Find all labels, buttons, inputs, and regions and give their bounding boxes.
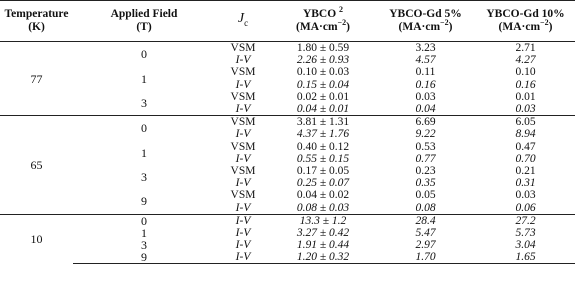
table-row bbox=[0, 91, 575, 103]
table-row bbox=[0, 189, 575, 201]
header-gd5 bbox=[375, 1, 476, 42]
gd10-value-cell: 4.27 bbox=[515, 54, 536, 67]
temperature-cell: 65 bbox=[0, 116, 73, 215]
method-cell: I-V bbox=[235, 152, 251, 165]
gd5-value-cell: 4.57 bbox=[415, 54, 436, 67]
table-row bbox=[0, 66, 575, 78]
method-cell: I-V bbox=[235, 128, 251, 141]
header-ybco-footnote: 2 bbox=[339, 5, 344, 15]
header-gd10-label: YBCO-Gd 10% bbox=[486, 8, 565, 20]
gd5-value-cell: 5.47 bbox=[415, 226, 436, 239]
table-row bbox=[0, 239, 575, 251]
table-row bbox=[0, 165, 575, 177]
ybco-value-cell: 3.81 ± 1.31 bbox=[271, 116, 375, 129]
gd5-value-cell: 0.35 bbox=[415, 177, 436, 190]
temperature-cell: 77 bbox=[0, 42, 73, 116]
method-cell: I-V bbox=[235, 103, 251, 116]
applied-field-cell: 0 bbox=[73, 42, 215, 67]
gd10-value-cell: 3.04 bbox=[515, 239, 536, 252]
header-temperature-label: Temperature bbox=[4, 8, 69, 20]
ybco-value-cell: 1.20 ± 0.32 bbox=[271, 251, 375, 264]
jc-subscript: c bbox=[244, 17, 249, 28]
ybco-value-cell: 0.17 ± 0.05 bbox=[296, 164, 350, 177]
jc-letter: J bbox=[237, 11, 245, 27]
method-cell: VSM bbox=[230, 164, 256, 177]
header-gd10 bbox=[476, 1, 575, 42]
header-jc bbox=[215, 1, 271, 42]
method-cell: I-V bbox=[235, 201, 251, 214]
gd10-value-cell: 0.03 bbox=[515, 103, 536, 116]
unit-close: ) bbox=[448, 21, 453, 33]
unit-exponent: −2 bbox=[337, 18, 347, 28]
header-ybco-label: YBCO bbox=[302, 8, 337, 20]
gd10-value-cell: 0.16 bbox=[515, 78, 536, 91]
gd10-value-cell: 2.71 bbox=[476, 42, 575, 55]
jc-symbol bbox=[238, 11, 248, 26]
gd10-value-cell: 0.03 bbox=[515, 189, 536, 202]
applied-field-cell: 3 bbox=[141, 95, 147, 110]
method-cell: VSM bbox=[230, 90, 256, 103]
table-body bbox=[0, 42, 575, 264]
applied-field-cell: 9 bbox=[141, 194, 147, 209]
gd10-value-cell: 0.01 bbox=[515, 90, 536, 103]
method-cell: I-V bbox=[215, 214, 271, 227]
gd10-value-cell: 8.94 bbox=[515, 128, 536, 141]
ybco-value-cell: 0.08 ± 0.03 bbox=[296, 201, 350, 214]
applied-field-cell: 0 bbox=[73, 214, 215, 227]
table-row bbox=[0, 116, 575, 129]
ybco-value-cell: 2.26 ± 0.93 bbox=[296, 54, 350, 67]
table-row bbox=[0, 227, 575, 239]
applied-field-cell: 3 bbox=[141, 238, 147, 253]
unit-base: (MA·cm bbox=[498, 21, 541, 33]
gd5-value-cell: 0.08 bbox=[415, 201, 436, 214]
gd5-value-cell: 0.04 bbox=[415, 103, 436, 116]
ybco-value-cell: 4.37 ± 1.76 bbox=[296, 128, 350, 141]
gd10-value-cell: 0.47 bbox=[515, 140, 536, 153]
gd5-value-cell: 1.70 bbox=[375, 251, 476, 264]
gd5-value-cell: 28.4 bbox=[375, 214, 476, 227]
table-row bbox=[0, 141, 575, 153]
method-cell: VSM bbox=[230, 66, 256, 79]
method-cell: VSM bbox=[230, 189, 256, 202]
gd5-value-cell: 6.69 bbox=[375, 116, 476, 129]
header-field-unit: (T) bbox=[136, 21, 152, 33]
header-row bbox=[0, 1, 575, 42]
unit-exponent: −2 bbox=[540, 18, 549, 28]
method-cell: VSM bbox=[215, 116, 271, 129]
table-row bbox=[0, 251, 575, 264]
gd5-value-cell: 2.97 bbox=[415, 239, 436, 252]
gd5-value-cell: 9.22 bbox=[415, 128, 436, 141]
ybco-value-cell: 0.40 ± 0.12 bbox=[296, 140, 350, 153]
applied-field-cell: 1 bbox=[141, 145, 147, 160]
header-applied-field bbox=[73, 1, 215, 42]
gd5-value-cell: 0.23 bbox=[415, 164, 436, 177]
gd10-value-cell: 0.21 bbox=[515, 164, 536, 177]
gd10-value-cell: 5.73 bbox=[515, 226, 536, 239]
gd5-value-cell: 0.03 bbox=[415, 90, 436, 103]
ybco-value-cell: 0.15 ± 0.04 bbox=[296, 78, 350, 91]
ybco-value-cell: 0.02 ± 0.01 bbox=[296, 90, 350, 103]
gd10-value-cell: 6.05 bbox=[476, 116, 575, 129]
ybco-value-cell: 0.25 ± 0.07 bbox=[296, 177, 350, 190]
header-field-label: Applied Field bbox=[110, 8, 178, 20]
method-cell: VSM bbox=[230, 140, 256, 153]
gd5-value-cell: 0.05 bbox=[415, 189, 436, 202]
gd10-value-cell: 27.2 bbox=[476, 214, 575, 227]
method-cell: I-V bbox=[215, 251, 271, 264]
unit-base: (MA·cm bbox=[398, 21, 441, 33]
gd10-value-cell: 0.31 bbox=[515, 177, 536, 190]
method-cell: I-V bbox=[235, 177, 251, 190]
ybco-value-cell: 0.10 ± 0.03 bbox=[296, 66, 350, 79]
ybco-value-cell: 0.04 ± 0.02 bbox=[296, 189, 350, 202]
unit-close: ) bbox=[346, 21, 350, 33]
ybco-value-cell: 0.55 ± 0.15 bbox=[296, 152, 350, 165]
gd10-value-cell: 0.70 bbox=[515, 152, 536, 165]
gd5-value-cell: 0.53 bbox=[415, 140, 436, 153]
method-cell: VSM bbox=[215, 42, 271, 55]
unit-exponent: −2 bbox=[440, 18, 449, 28]
applied-field-cell: 3 bbox=[141, 170, 147, 185]
gd5-value-cell: 0.11 bbox=[415, 66, 436, 79]
method-cell: I-V bbox=[235, 78, 251, 91]
unit-close: ) bbox=[548, 21, 553, 33]
ybco-value-cell: 1.91 ± 0.44 bbox=[296, 239, 350, 252]
header-temperature bbox=[0, 1, 73, 42]
unit-base: (MA·cm bbox=[296, 21, 338, 33]
gd10-value-cell: 1.65 bbox=[476, 251, 575, 264]
temperature-cell: 10 bbox=[0, 214, 73, 264]
ybco-value-cell: 0.04 ± 0.01 bbox=[296, 103, 350, 116]
method-cell: I-V bbox=[235, 54, 251, 67]
gd5-value-cell: 0.16 bbox=[415, 78, 436, 91]
method-cell: I-V bbox=[235, 239, 251, 252]
applied-field-cell: 1 bbox=[141, 225, 147, 240]
method-cell: I-V bbox=[235, 226, 251, 239]
gd5-value-cell: 3.23 bbox=[375, 42, 476, 55]
header-temperature-unit: (K) bbox=[28, 21, 45, 33]
header-ybco bbox=[271, 1, 375, 42]
applied-field-cell: 0 bbox=[73, 116, 215, 141]
table-row bbox=[0, 214, 575, 227]
ybco-value-cell: 1.80 ± 0.59 bbox=[271, 42, 375, 55]
ybco-value-cell: 3.27 ± 0.42 bbox=[296, 226, 350, 239]
applied-field-cell: 9 bbox=[73, 251, 215, 264]
gd10-value-cell: 0.06 bbox=[515, 201, 536, 214]
table-row bbox=[0, 42, 575, 55]
gd10-value-cell: 0.10 bbox=[515, 66, 536, 79]
ybco-value-cell: 13.3 ± 1.2 bbox=[271, 214, 375, 227]
applied-field-cell: 1 bbox=[141, 71, 147, 86]
gd5-value-cell: 0.77 bbox=[415, 152, 436, 165]
header-gd5-label: YBCO-Gd 5% bbox=[389, 8, 462, 20]
